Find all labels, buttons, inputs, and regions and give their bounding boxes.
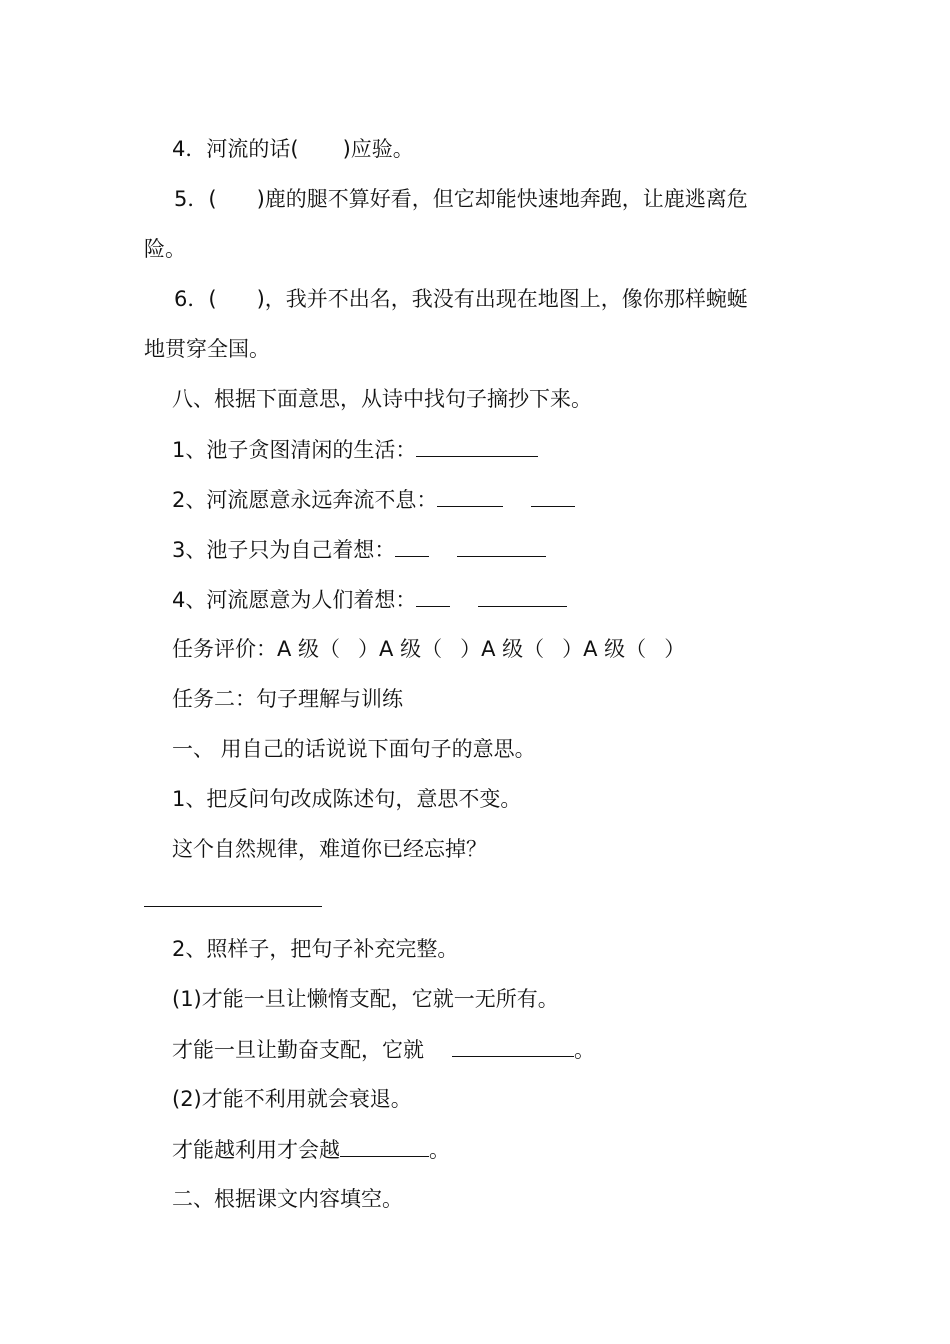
answer-blank[interactable] <box>340 1136 429 1157</box>
question-1-title: 1、把反问句改成陈述句，意思不变。 <box>172 787 522 811</box>
question-6-continued: 地贯穿全国。 <box>144 337 270 361</box>
question-2-title: 2、照样子，把句子补充完整。 <box>172 937 459 961</box>
part-1-title: 一、 用自己的话说说下面句子的意思。 <box>172 737 536 761</box>
sec8-item-3: 3、池子只为自己着想： <box>172 536 546 563</box>
answer-blank[interactable] <box>478 586 567 607</box>
answer-blank[interactable] <box>144 886 322 907</box>
part-2-title: 二、根据课文内容填空。 <box>172 1187 403 1211</box>
task-2-title: 任务二：句子理解与训练 <box>172 687 403 711</box>
answer-blank[interactable] <box>416 586 450 607</box>
sec8-item-4: 4、河流愿意为人们着想： <box>172 586 567 613</box>
question-6: 6．( )，我并不出名，我没有出现在地图上，像你那样蜿蜒 <box>174 287 748 311</box>
sec8-item-2: 2、河流愿意永远奔流不息： <box>172 486 575 513</box>
answer-blank[interactable] <box>452 1036 574 1057</box>
answer-blank[interactable] <box>437 486 503 507</box>
answer-blank[interactable] <box>416 436 538 457</box>
section-8-title: 八、根据下面意思，从诗中找句子摘抄下来。 <box>172 387 592 411</box>
answer-2: 才能越利用才会越 。 <box>172 1138 450 1162</box>
question-4: 4．河流的话( )应验。 <box>172 137 414 161</box>
example-2: (2)才能不利用就会衰退。 <box>172 1087 412 1111</box>
example-1: (1)才能一旦让懒惰支配，它就一无所有。 <box>172 987 559 1011</box>
question-5-continued: 险。 <box>144 237 186 261</box>
sec8-item-1: 1、池子贪图清闲的生活： <box>172 436 538 463</box>
answer-blank[interactable] <box>531 486 575 507</box>
answer-blank[interactable] <box>457 536 546 557</box>
answer-blank[interactable] <box>395 536 429 557</box>
question-5: 5．( )鹿的腿不算好看，但它却能快速地奔跑，让鹿逃离危 <box>174 187 748 211</box>
question-1-answer-line <box>144 886 322 913</box>
task-evaluation: 任务评价：A 级（ ）A 级（ ）A 级（ ）A 级（ ） <box>172 637 686 661</box>
question-1-sentence: 这个自然规律，难道你已经忘掉？ <box>172 837 487 861</box>
answer-1: 才能一旦让勤奋支配，它就 。 <box>172 1038 595 1062</box>
